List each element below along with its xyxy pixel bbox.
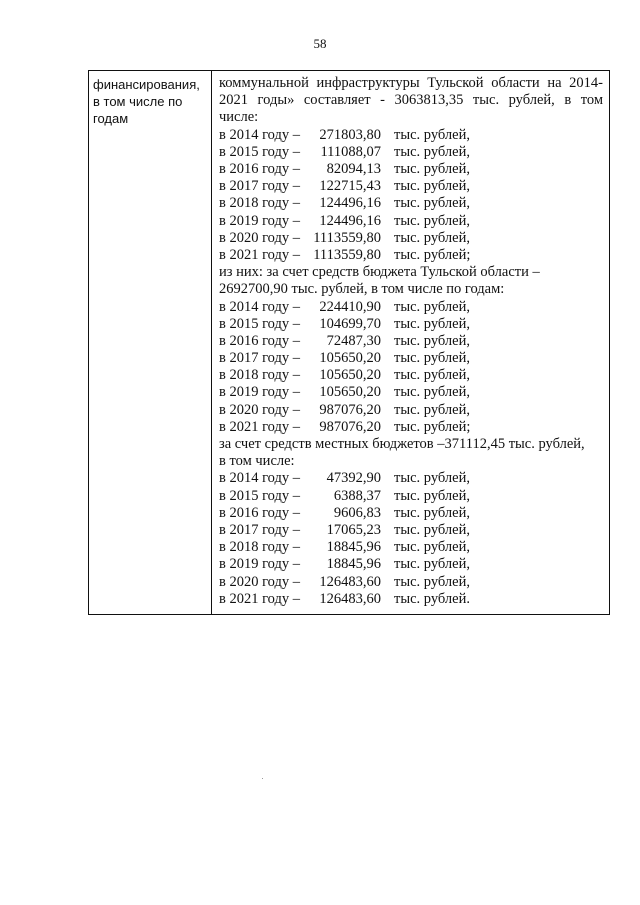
- amount-value: 124496,16: [319, 195, 381, 212]
- year-label: в 2019 году –: [219, 212, 301, 229]
- amount-value: 271803,80: [319, 126, 381, 143]
- amount-value: 987076,20: [319, 418, 381, 435]
- amount-value: 124496,16: [319, 212, 381, 229]
- unit-label: тыс. рублей,: [394, 539, 470, 556]
- amount-value: 224410,90: [319, 298, 381, 315]
- amount-row: [219, 556, 603, 573]
- amount-row: [219, 539, 603, 556]
- unit-label: тыс. рублей,: [394, 573, 470, 590]
- unit-label: тыс. рублей,: [394, 126, 470, 143]
- amount-row: [219, 522, 603, 539]
- right-cell: [219, 75, 603, 608]
- year-label: в 2017 году –: [219, 178, 301, 195]
- amount-row: [219, 127, 603, 144]
- amount-row: [219, 230, 603, 247]
- amount-row: [219, 367, 603, 384]
- year-label: в 2014 году –: [219, 298, 301, 315]
- intro-line: 2021 годы» составляет - 3063813,35 тыс. рублей, в том: [219, 92, 603, 109]
- year-label: в 2014 году –: [219, 470, 301, 487]
- local-line: в том числе:: [219, 453, 295, 470]
- unit-label: тыс. рублей,: [394, 401, 470, 418]
- year-label: в 2020 году –: [219, 229, 301, 246]
- amount-value: 1113559,80: [313, 246, 381, 263]
- amount-value: 126483,60: [319, 590, 381, 607]
- intro-line: числе:: [219, 109, 259, 126]
- year-label: в 2021 году –: [219, 418, 301, 435]
- unit-label: тыс. рублей,: [394, 160, 470, 177]
- regional-line: 2692700,90 тыс. рублей, в том числе по годам:: [219, 281, 505, 298]
- column-divider: [211, 71, 212, 614]
- scan-speck: [262, 778, 263, 779]
- unit-label: тыс. рублей,: [394, 143, 470, 160]
- year-label: в 2021 году –: [219, 246, 301, 263]
- unit-label: тыс. рублей.: [394, 590, 470, 607]
- amount-value: 82094,13: [326, 160, 381, 177]
- amount-row: [219, 591, 603, 608]
- year-label: в 2018 году –: [219, 539, 301, 556]
- amount-row: [219, 144, 603, 161]
- unit-label: тыс. рублей,: [394, 367, 470, 384]
- amount-row: [219, 350, 603, 367]
- amount-row: [219, 419, 603, 436]
- left-cell-line: в том числе по: [93, 94, 183, 109]
- local-rows: [219, 470, 603, 608]
- amount-row: [219, 402, 603, 419]
- amount-row: [219, 384, 603, 401]
- amount-value: 111088,07: [320, 143, 381, 160]
- unit-label: тыс. рублей,: [394, 504, 470, 521]
- year-label: в 2015 году –: [219, 315, 301, 332]
- year-label: в 2016 году –: [219, 332, 301, 349]
- amount-value: 18845,96: [326, 556, 381, 573]
- unit-label: тыс. рублей,: [394, 384, 470, 401]
- unit-label: тыс. рублей;: [394, 246, 471, 263]
- year-label: в 2018 году –: [219, 367, 301, 384]
- amount-value: 104699,70: [319, 315, 381, 332]
- unit-label: тыс. рублей,: [394, 470, 470, 487]
- unit-label: тыс. рублей,: [394, 521, 470, 538]
- year-label: в 2016 году –: [219, 504, 301, 521]
- amount-row: [219, 213, 603, 230]
- total-rows: [219, 127, 603, 265]
- amount-row: [219, 470, 603, 487]
- unit-label: тыс. рублей,: [394, 212, 470, 229]
- year-label: в 2016 году –: [219, 160, 301, 177]
- amount-value: 122715,43: [319, 178, 381, 195]
- left-cell: [93, 76, 209, 127]
- left-cell-line: финансирования,: [93, 77, 200, 92]
- financing-table: [88, 70, 610, 615]
- amount-value: 17065,23: [326, 521, 381, 538]
- unit-label: тыс. рублей,: [394, 229, 470, 246]
- year-label: в 2021 году –: [219, 590, 301, 607]
- year-label: в 2017 году –: [219, 350, 301, 367]
- unit-label: тыс. рублей,: [394, 298, 470, 315]
- year-label: в 2018 году –: [219, 195, 301, 212]
- amount-row: [219, 574, 603, 591]
- amount-row: [219, 161, 603, 178]
- amount-value: 105650,20: [319, 350, 381, 367]
- amount-row: [219, 178, 603, 195]
- year-label: в 2019 году –: [219, 384, 301, 401]
- amount-value: 1113559,80: [313, 229, 381, 246]
- amount-row: [219, 316, 603, 333]
- year-label: в 2020 году –: [219, 401, 301, 418]
- year-label: в 2015 году –: [219, 487, 301, 504]
- page-number: 58: [313, 36, 327, 51]
- amount-value: 126483,60: [319, 573, 381, 590]
- amount-value: 72487,30: [326, 332, 381, 349]
- amount-row: [219, 333, 603, 350]
- amount-value: 6388,37: [333, 487, 381, 504]
- amount-row: [219, 195, 603, 212]
- amount-row: [219, 505, 603, 522]
- regional-line: из них: за счет средств бюджета Тульской области –: [219, 264, 540, 281]
- year-label: в 2017 году –: [219, 521, 301, 538]
- amount-value: 18845,96: [326, 539, 381, 556]
- year-label: в 2015 году –: [219, 143, 301, 160]
- amount-value: 47392,90: [326, 470, 381, 487]
- left-cell-line: годам: [93, 111, 129, 126]
- amount-row: [219, 247, 603, 264]
- unit-label: тыс. рублей;: [394, 418, 471, 435]
- amount-value: 987076,20: [319, 401, 381, 418]
- intro-line: коммунальной инфраструктуры Тульской области на 2014-: [219, 75, 603, 91]
- unit-label: тыс. рублей,: [394, 556, 470, 573]
- unit-label: тыс. рублей,: [394, 195, 470, 212]
- year-label: в 2019 году –: [219, 556, 301, 573]
- amount-value: 105650,20: [319, 384, 381, 401]
- amount-value: 105650,20: [319, 367, 381, 384]
- amount-value: 9606,83: [333, 504, 381, 521]
- unit-label: тыс. рублей,: [394, 178, 470, 195]
- amount-row: [219, 299, 603, 316]
- year-label: в 2014 году –: [219, 126, 301, 143]
- unit-label: тыс. рублей,: [394, 487, 470, 504]
- unit-label: тыс. рублей,: [394, 350, 470, 367]
- amount-row: [219, 488, 603, 505]
- unit-label: тыс. рублей,: [394, 332, 470, 349]
- local-line: за счет средств местных бюджетов –371112,45 тыс. рублей,: [219, 436, 585, 453]
- unit-label: тыс. рублей,: [394, 315, 470, 332]
- regional-rows: [219, 299, 603, 437]
- year-label: в 2020 году –: [219, 573, 301, 590]
